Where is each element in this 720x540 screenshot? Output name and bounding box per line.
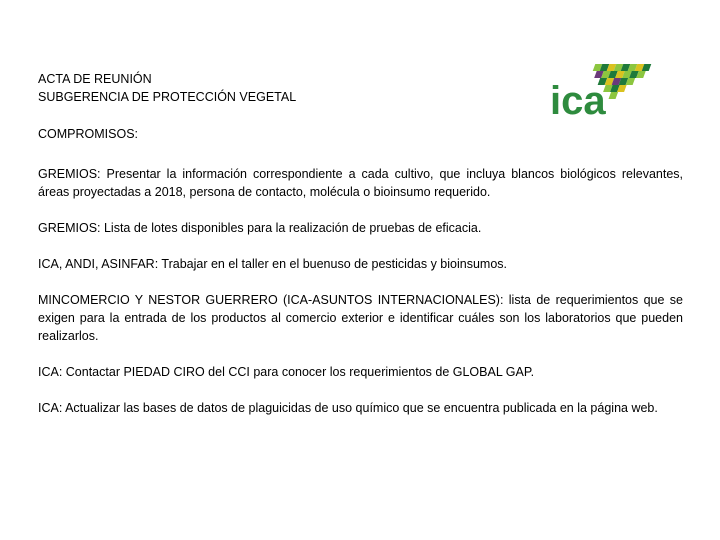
ica-logo-icon: [550, 58, 660, 118]
ica-logo: [550, 58, 660, 118]
document-header: [38, 70, 296, 106]
commitment-item: ICA: Actualizar las bases de datos de plaguicidas de uso químico que se encuentra publicada en la página web.: [38, 401, 658, 415]
ica-logo-text: ica: [550, 79, 606, 118]
commitments-list: [38, 165, 683, 435]
commitment-item: GREMIOS: Lista de lotes disponibles para la realización de pruebas de eficacia.: [38, 221, 482, 235]
commitment-item: GREMIOS: Presentar la información correspondiente a cada cultivo, que incluya blancos biológicos relevantes, áreas proyectadas a 2018, persona de contacto, molécula o bioinsumo requerido.: [38, 167, 683, 199]
commitment-item: ICA: Contactar PIEDAD CIRO del CCI para conocer los requerimientos de GLOBAL GAP.: [38, 365, 535, 379]
commitment-item: MINCOMERCIO Y NESTOR GUERRERO (ICA-ASUNTOS INTERNACIONALES): lista de requerimientos que se exigen para la entrada de los productos al comercio exterior e identificar cuáles son los laboratorios que pueden realizarlos.: [38, 293, 683, 343]
document-title: ACTA DE REUNIÓN: [38, 72, 152, 86]
document-subtitle: SUBGERENCIA DE PROTECCIÓN VEGETAL: [38, 90, 297, 104]
commitment-item: ICA, ANDI, ASINFAR: Trabajar en el taller en el buenuso de pesticidas y bioinsumos.: [38, 257, 507, 271]
section-heading: COMPROMISOS:: [38, 127, 139, 141]
